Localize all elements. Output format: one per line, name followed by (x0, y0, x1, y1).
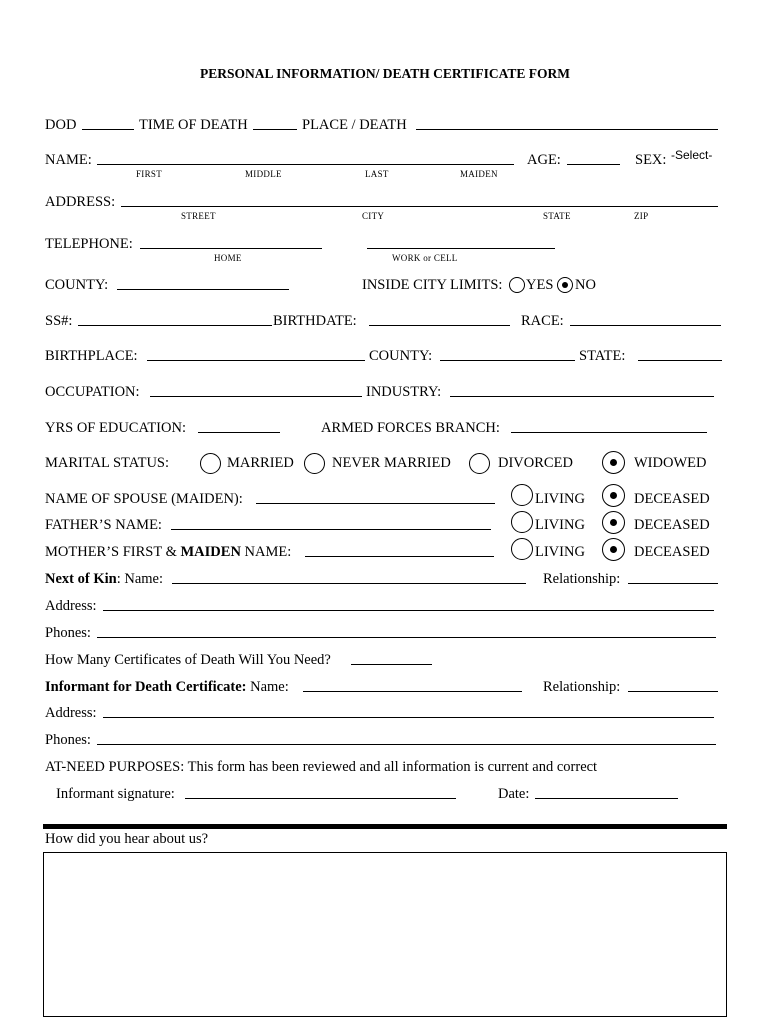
armed-forces-field[interactable] (511, 432, 707, 433)
birthdate-label: BIRTHDATE: (273, 313, 357, 329)
informant-phones-field[interactable] (97, 744, 716, 745)
telephone-label: TELEPHONE: (45, 236, 133, 252)
next-of-kin-label (45, 571, 163, 587)
next-of-kin-name-field[interactable] (172, 583, 526, 584)
mother-deceased-label: DECEASED (634, 544, 710, 560)
birthplace-field[interactable] (147, 360, 365, 361)
occupation-field[interactable] (150, 396, 362, 397)
state-field[interactable] (638, 360, 722, 361)
dod-field[interactable] (82, 129, 134, 130)
certificates-question: How Many Certificates of Death Will You Need? (45, 652, 331, 668)
informant-address-field[interactable] (103, 717, 714, 718)
ss-label: SS#: (45, 313, 73, 329)
father-living-radio[interactable] (511, 511, 533, 533)
yrs-education-label: YRS OF EDUCATION: (45, 420, 186, 436)
mother-deceased-radio[interactable] (602, 538, 625, 561)
marital-status-label: MARITAL STATUS: (45, 455, 170, 471)
address-city-sublabel: CITY (362, 211, 385, 221)
informant-label (45, 679, 289, 695)
marital-divorced-radio[interactable] (469, 453, 490, 474)
spouse-living-label: LIVING (535, 491, 585, 507)
county-field[interactable] (117, 289, 289, 290)
dod-label: DOD (45, 117, 77, 133)
informant-relationship-field[interactable] (628, 691, 718, 692)
sex-select[interactable]: -Select- (671, 148, 713, 162)
informant-signature-field[interactable] (185, 798, 456, 799)
form-title: PERSONAL INFORMATION/ DEATH CERTIFICATE FORM (199, 66, 571, 81)
inside-city-limits-label: INSIDE CITY LIMITS: (362, 277, 503, 293)
father-label: FATHER’S NAME: (45, 517, 162, 533)
name-label: NAME: (45, 152, 92, 168)
address-label: ADDRESS: (45, 194, 116, 210)
county-label: COUNTY: (45, 277, 109, 293)
next-of-kin-phones-field[interactable] (97, 637, 716, 638)
birthplace-county-field[interactable] (440, 360, 575, 361)
telephone-work-field[interactable] (367, 248, 555, 249)
sex-label: SEX: (635, 152, 667, 168)
address-field[interactable] (121, 206, 718, 207)
age-field[interactable] (567, 164, 620, 165)
birthdate-field[interactable] (369, 325, 510, 326)
name-middle-sublabel: MIDDLE (245, 169, 282, 179)
hear-about-textarea[interactable] (43, 852, 727, 1017)
date-label: Date: (498, 786, 530, 802)
telephone-home-sublabel: HOME (214, 253, 242, 263)
industry-field[interactable] (450, 396, 714, 397)
date-field[interactable] (535, 798, 678, 799)
certificates-count-field[interactable] (351, 664, 432, 665)
mother-label-maiden: MAIDEN (180, 544, 241, 560)
next-of-kin-relationship-field[interactable] (628, 583, 718, 584)
mother-living-label: LIVING (535, 544, 585, 560)
address-street-sublabel: STREET (181, 211, 216, 221)
occupation-label: OCCUPATION: (45, 384, 140, 400)
city-limits-no-label: NO (575, 277, 596, 293)
informant-name-label: Name: (246, 679, 289, 695)
informant-address-label: Address: (45, 705, 97, 721)
marital-married-label: MARRIED (227, 455, 294, 471)
mother-field[interactable] (305, 556, 494, 557)
next-of-kin-phones-label: Phones: (45, 625, 91, 641)
marital-divorced-label: DIVORCED (498, 455, 573, 471)
spouse-deceased-label: DECEASED (634, 491, 710, 507)
address-state-sublabel: STATE (543, 211, 571, 221)
informant-signature-label: Informant signature: (56, 786, 175, 802)
informant-name-field[interactable] (303, 691, 522, 692)
informant-bold: Informant for Death Certificate: (45, 679, 247, 695)
mother-label (45, 544, 291, 560)
mother-label-post: NAME: (244, 544, 292, 560)
city-limits-yes-label: YES (526, 277, 554, 293)
spouse-living-radio[interactable] (511, 484, 533, 506)
marital-widowed-radio[interactable] (602, 451, 625, 474)
next-of-kin-name-label: : Name: (116, 571, 163, 587)
next-of-kin-relationship-label: Relationship: (543, 571, 621, 587)
father-deceased-radio[interactable] (602, 511, 625, 534)
place-death-field[interactable] (416, 129, 718, 130)
telephone-home-field[interactable] (140, 248, 322, 249)
name-first-sublabel: FIRST (136, 169, 163, 179)
section-divider (43, 824, 727, 829)
address-zip-sublabel: ZIP (634, 211, 649, 221)
age-label: AGE: (527, 152, 561, 168)
time-of-death-label: TIME OF DEATH (139, 117, 248, 133)
race-label: RACE: (521, 313, 564, 329)
armed-forces-label: ARMED FORCES BRANCH: (321, 420, 500, 436)
telephone-work-sublabel: WORK or CELL (392, 253, 458, 263)
time-of-death-field[interactable] (253, 129, 297, 130)
industry-label: INDUSTRY: (366, 384, 442, 400)
mother-label-pre: MOTHER’S FIRST & (45, 544, 177, 560)
name-last-sublabel: LAST (365, 169, 389, 179)
race-field[interactable] (570, 325, 721, 326)
father-field[interactable] (171, 529, 491, 530)
at-need-statement: AT-NEED PURPOSES: This form has been reviewed and all information is current and correct (45, 759, 598, 775)
marital-never-married-label: NEVER MARRIED (332, 455, 451, 471)
informant-relationship-label: Relationship: (543, 679, 621, 695)
spouse-label: NAME OF SPOUSE (MAIDEN): (45, 491, 243, 507)
spouse-field[interactable] (256, 503, 495, 504)
name-maiden-sublabel: MAIDEN (460, 169, 498, 179)
ss-field[interactable] (78, 325, 272, 326)
birthplace-label: BIRTHPLACE: (45, 348, 138, 364)
next-of-kin-address-label: Address: (45, 598, 97, 614)
state-label: STATE: (579, 348, 626, 364)
father-deceased-label: DECEASED (634, 517, 710, 533)
city-limits-no-radio[interactable] (557, 277, 573, 293)
father-living-label: LIVING (535, 517, 585, 533)
name-field[interactable] (97, 164, 514, 165)
yrs-education-field[interactable] (198, 432, 280, 433)
marital-married-radio[interactable] (200, 453, 221, 474)
mother-living-radio[interactable] (511, 538, 533, 560)
next-of-kin-bold: Next of Kin (45, 571, 117, 587)
hear-about-label: How did you hear about us? (45, 831, 209, 847)
birthplace-county-label: COUNTY: (369, 348, 433, 364)
next-of-kin-address-field[interactable] (103, 610, 714, 611)
marital-widowed-label: WIDOWED (634, 455, 707, 471)
marital-never-married-radio[interactable] (304, 453, 325, 474)
place-death-label: PLACE / DEATH (302, 117, 407, 133)
informant-phones-label: Phones: (45, 732, 91, 748)
city-limits-yes-radio[interactable] (509, 277, 525, 293)
spouse-deceased-radio[interactable] (602, 484, 625, 507)
